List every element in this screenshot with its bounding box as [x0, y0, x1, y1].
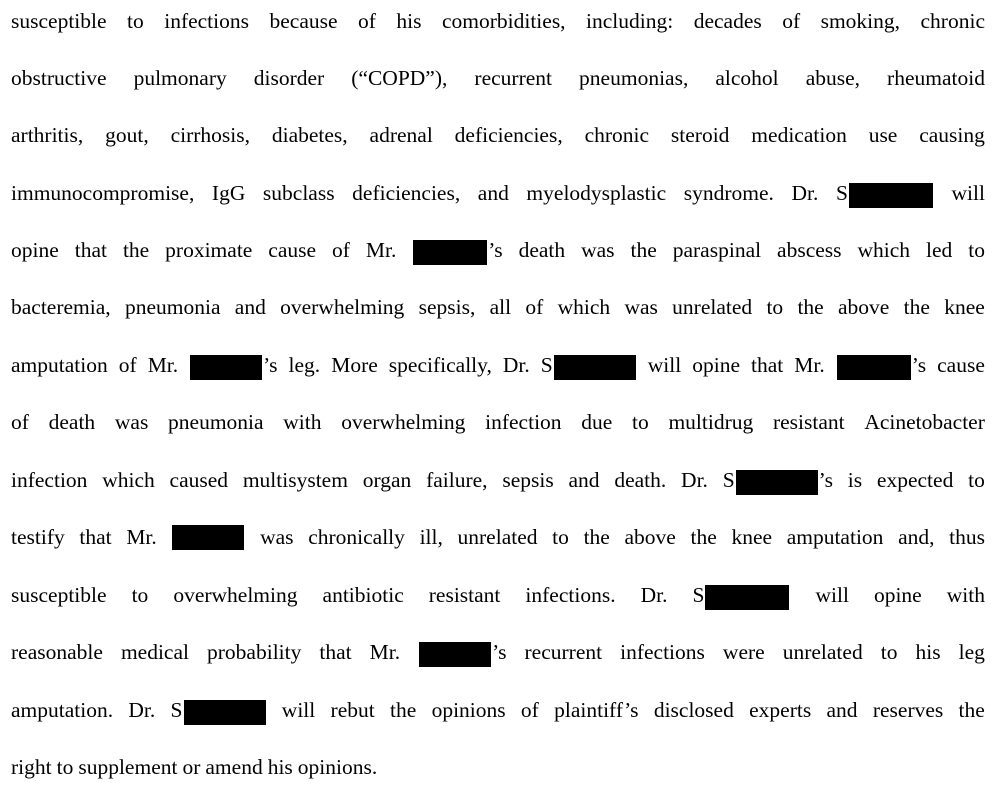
word: S — [722, 468, 735, 492]
word: Mr. — [369, 640, 401, 664]
word: with — [946, 583, 985, 607]
redacted-name-group — [693, 580, 791, 610]
word: ’s — [911, 353, 927, 377]
word: leg. — [288, 353, 321, 377]
word: sepsis, — [418, 295, 476, 319]
redacted-name-group — [836, 178, 934, 208]
redaction-bar — [705, 585, 789, 610]
word: Mr. — [794, 353, 825, 377]
redaction-bar — [849, 183, 933, 208]
word: infections — [620, 640, 705, 664]
word: overwhelming — [173, 583, 298, 607]
text-line — [11, 63, 985, 93]
text-line — [11, 637, 985, 667]
word: chronically — [308, 525, 405, 549]
word: infections. — [525, 583, 616, 607]
word: resistant — [772, 410, 845, 434]
word: the — [797, 295, 824, 319]
word: causing — [919, 123, 985, 147]
word: of — [332, 238, 350, 262]
word: that — [319, 640, 352, 664]
word: obstructive — [11, 66, 107, 90]
redacted-name-group — [836, 350, 926, 380]
word: diabetes, — [271, 123, 348, 147]
word: (“COPD”), — [351, 66, 448, 90]
word: the — [630, 238, 657, 262]
word: deficiencies, — [352, 181, 461, 205]
word: leg — [958, 640, 985, 664]
word: cause — [268, 238, 317, 262]
word: to — [552, 525, 569, 549]
word: proximate — [165, 238, 253, 262]
text-line — [11, 407, 985, 437]
word: of — [782, 9, 801, 33]
word: knee — [944, 295, 985, 319]
word: Mr. — [365, 238, 397, 262]
word: ’s — [488, 238, 503, 262]
redacted-name-group — [189, 350, 277, 380]
word: that — [751, 353, 784, 377]
word: to — [968, 238, 985, 262]
word: S — [692, 583, 705, 607]
word: was — [260, 525, 294, 549]
word: failure, — [426, 468, 488, 492]
word: opine — [692, 353, 741, 377]
redacted-name-group — [418, 637, 506, 667]
word: multidrug — [668, 410, 754, 434]
word: caused — [169, 468, 229, 492]
word: including: — [586, 9, 674, 33]
word: his — [915, 640, 941, 664]
word: because — [269, 9, 338, 33]
word: opinions. — [297, 755, 378, 779]
word: cirrhosis, — [170, 123, 250, 147]
word: will — [815, 583, 849, 607]
word: Dr. — [791, 181, 819, 205]
word: S — [835, 181, 848, 205]
text-line — [11, 6, 985, 36]
word: was — [581, 238, 615, 262]
word: opinions — [431, 698, 506, 722]
word: amputation — [786, 525, 884, 549]
text-line — [11, 235, 985, 265]
word: susceptible — [11, 9, 107, 33]
word: infections — [164, 9, 250, 33]
redacted-name-group — [412, 235, 502, 265]
redaction-bar — [190, 355, 262, 380]
redacted-name-group — [171, 695, 267, 725]
word: above — [624, 525, 676, 549]
word: and — [568, 468, 600, 492]
word: recurrent — [524, 640, 603, 664]
word: which — [102, 468, 155, 492]
redaction-bar — [184, 700, 266, 725]
word: to — [880, 640, 898, 664]
word: death. — [614, 468, 667, 492]
word: that — [74, 238, 107, 262]
word: S — [170, 698, 183, 722]
word: expected — [876, 468, 954, 492]
word: immunocompromise, — [11, 181, 195, 205]
word: Dr. — [640, 583, 668, 607]
word: pulmonary — [133, 66, 227, 90]
word: the — [690, 525, 717, 549]
word: the — [122, 238, 150, 262]
word: abuse, — [805, 66, 861, 90]
word: recurrent — [474, 66, 553, 90]
word: chronic — [920, 9, 985, 33]
text-line — [11, 120, 985, 150]
word: overwhelming — [280, 295, 405, 319]
word: alcohol — [715, 66, 779, 90]
word: gout, — [105, 123, 149, 147]
word: paraspinal — [672, 238, 762, 262]
word: cause — [937, 353, 985, 377]
word: disclosed — [653, 698, 734, 722]
word: rheumatoid — [887, 66, 985, 90]
word: infection — [485, 410, 562, 434]
word: with — [283, 410, 322, 434]
text-line — [11, 695, 985, 725]
word: opine — [11, 238, 59, 262]
word: bacteremia, — [11, 295, 111, 319]
word: to — [127, 9, 144, 33]
word: and — [477, 181, 509, 205]
word: More — [331, 353, 378, 377]
word: opine — [873, 583, 922, 607]
word: resistant — [428, 583, 501, 607]
word: of — [358, 9, 376, 33]
word: will — [281, 698, 316, 722]
word: all — [489, 295, 512, 319]
text-line — [11, 350, 985, 380]
word: to — [56, 755, 74, 779]
word: decades — [693, 9, 762, 33]
word: Acinetobacter — [864, 410, 985, 434]
word: right — [11, 755, 52, 779]
text-line — [11, 752, 985, 782]
word: subclass — [262, 181, 335, 205]
word: the — [390, 698, 417, 722]
word: pneumonia — [168, 410, 264, 434]
word: unrelated — [457, 525, 538, 549]
word: pneumonias, — [579, 66, 689, 90]
word: steroid — [670, 123, 730, 147]
word: amputation. — [11, 698, 114, 722]
word: the — [958, 698, 985, 722]
word: and — [826, 698, 858, 722]
word: IgG — [211, 181, 246, 205]
word: overwhelming — [341, 410, 466, 434]
word: was — [114, 410, 149, 434]
word: chronic — [584, 123, 650, 147]
word: unrelated — [782, 640, 863, 664]
word: is — [847, 468, 863, 492]
word: Dr. — [502, 353, 530, 377]
word: thus — [949, 525, 985, 549]
word: antibiotic — [322, 583, 404, 607]
word: death — [48, 410, 96, 434]
text-line — [11, 580, 985, 610]
word: testify — [11, 525, 65, 549]
word: comorbidities, — [441, 9, 566, 33]
word: due — [581, 410, 613, 434]
word: deficiencies, — [454, 123, 563, 147]
word: ’s — [818, 468, 834, 492]
word: of — [520, 698, 539, 722]
word: ’s — [492, 640, 507, 664]
word: pneumonia — [124, 295, 221, 319]
word: medication — [751, 123, 847, 147]
text-line — [11, 465, 985, 495]
word: led — [925, 238, 953, 262]
word: reasonable — [11, 640, 103, 664]
word: ill, — [419, 525, 443, 549]
word: reserves — [872, 698, 944, 722]
word: susceptible — [11, 583, 107, 607]
word: infection — [11, 468, 88, 492]
word: experts — [749, 698, 812, 722]
word: his — [396, 9, 422, 33]
word: the — [903, 295, 930, 319]
word: organ — [362, 468, 412, 492]
word: knee — [731, 525, 773, 549]
word: amputation — [11, 353, 108, 377]
word: which — [857, 238, 911, 262]
word: his — [267, 755, 293, 779]
redacted-name-group — [541, 350, 637, 380]
text-line — [11, 292, 985, 322]
word: amend — [205, 755, 263, 779]
word: to — [632, 410, 649, 434]
redaction-bar — [413, 240, 487, 265]
text-line — [11, 522, 985, 552]
word: S — [540, 353, 553, 377]
word: specifically, — [388, 353, 492, 377]
word: syndrome. — [683, 181, 774, 205]
word: Mr. — [126, 525, 157, 549]
word: or — [182, 755, 201, 779]
word: death — [518, 238, 566, 262]
word: disorder — [253, 66, 325, 90]
word: of — [11, 410, 29, 434]
redaction-bar — [419, 642, 491, 667]
word: abscess — [777, 238, 842, 262]
word: Mr. — [147, 353, 179, 377]
word: multisystem — [242, 468, 348, 492]
word: will — [951, 181, 985, 205]
word: the — [583, 525, 610, 549]
word: which — [557, 295, 611, 319]
word: to — [968, 468, 985, 492]
word: sepsis — [502, 468, 554, 492]
redacted-name-group — [723, 465, 833, 495]
word: and — [234, 295, 266, 319]
word: above — [838, 295, 890, 319]
word: Dr. — [128, 698, 156, 722]
word: to — [766, 295, 784, 319]
word: probability — [207, 640, 302, 664]
redaction-bar — [837, 355, 911, 380]
word: adrenal — [369, 123, 433, 147]
word: unrelated — [672, 295, 753, 319]
word: and, — [898, 525, 935, 549]
word: to — [131, 583, 149, 607]
word: of — [118, 353, 137, 377]
word: Dr. — [681, 468, 708, 492]
redaction-bar — [172, 525, 244, 550]
word: supplement — [78, 755, 178, 779]
text-line — [11, 178, 985, 208]
word: ’s — [263, 353, 278, 377]
word: smoking, — [820, 9, 901, 33]
word: was — [624, 295, 658, 319]
redaction-bar — [736, 470, 818, 495]
word: rebut — [330, 698, 375, 722]
word: myelodysplastic — [526, 181, 667, 205]
word: were — [722, 640, 765, 664]
word: plaintiff’s — [554, 698, 639, 722]
word: arthritis, — [11, 123, 84, 147]
word: use — [868, 123, 898, 147]
redaction-bar — [554, 355, 636, 380]
word: of — [525, 295, 544, 319]
word: that — [79, 525, 112, 549]
word: medical — [120, 640, 189, 664]
word: will — [647, 353, 682, 377]
